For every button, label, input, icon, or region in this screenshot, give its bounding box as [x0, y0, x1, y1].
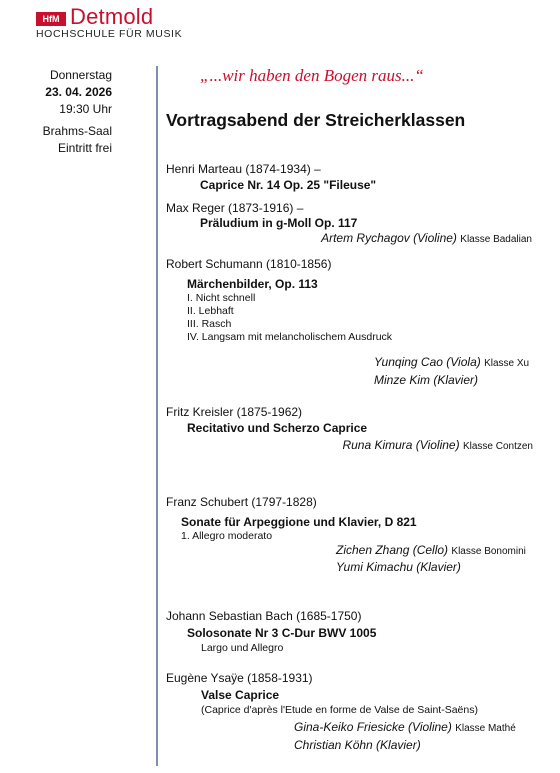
performer-name: Runa Kimura (Violine): [342, 438, 460, 452]
composer: Robert Schumann (1810-1856): [166, 257, 332, 271]
pianist: Yumi Kimachu (Klavier): [336, 560, 461, 574]
page-title: Vortragsabend der Streicherklassen: [166, 110, 466, 130]
logo-subtitle: HOCHSCHULE FÜR MUSIK: [36, 28, 183, 40]
performer: [294, 720, 516, 734]
movement: I. Nicht schnell: [187, 292, 256, 304]
teacher-class: Klasse Mathé: [455, 723, 516, 734]
logo-badge: HfM: [36, 12, 66, 26]
composer: Fritz Kreisler (1875-1962): [166, 405, 303, 419]
work-title: Märchenbilder, Op. 113: [187, 277, 318, 291]
event-weekday: Donnerstag: [49, 68, 112, 82]
movement: 1. Allegro moderato: [181, 530, 273, 542]
logo-name: Detmold: [70, 4, 154, 29]
movement: III. Rasch: [187, 318, 232, 330]
event-time: 19:30 Uhr: [59, 102, 112, 116]
work-title: Recitativo und Scherzo Caprice: [187, 421, 368, 435]
movement: II. Lebhaft: [187, 305, 234, 317]
work-title: Präludium in g-Moll Op. 117: [200, 216, 358, 230]
performer: [342, 438, 533, 452]
event-date: 23. 04. 2026: [45, 85, 112, 99]
event-venue: Brahms-Saal: [42, 124, 112, 138]
pianist: Minze Kim (Klavier): [374, 373, 479, 387]
movement: Largo und Allegro: [201, 642, 284, 654]
event-admission: Eintritt frei: [57, 141, 112, 155]
performer: [374, 355, 529, 369]
teacher-class: Klasse Badalian: [460, 234, 532, 245]
performer: [321, 231, 532, 245]
movement: IV. Langsam mit melancholischem Ausdruck: [187, 331, 393, 343]
teacher-class: Klasse Xu: [484, 358, 530, 369]
work-title: Sonate für Arpeggione und Klavier, D 821: [181, 515, 417, 529]
composer: Max Reger (1873-1916) –: [166, 201, 304, 215]
composer: Johann Sebastian Bach (1685-1750): [166, 609, 362, 623]
work-title: Solosonate Nr 3 C-Dur BWV 1005: [187, 626, 377, 640]
work-title: Valse Caprice: [201, 688, 280, 702]
performer: [336, 543, 526, 557]
performer-name: Zichen Zhang (Cello): [336, 543, 449, 557]
performer-name: Artem Rychagov (Violine): [321, 231, 457, 245]
teacher-class: Klasse Bonomini: [451, 546, 526, 557]
work-title: Caprice Nr. 14 Op. 25 "Fileuse": [200, 178, 377, 192]
motto: „...wir haben den Bogen raus...“: [200, 66, 424, 85]
movement: (Caprice d'après l'Etude en forme de Valse de Saint-Saëns): [201, 704, 478, 716]
pianist: Christian Köhn (Klavier): [294, 738, 421, 752]
divider-line: [156, 66, 158, 766]
performer-name: Yunqing Cao (Viola): [374, 355, 481, 369]
teacher-class: Klasse Contzen: [462, 441, 533, 452]
composer: Franz Schubert (1797-1828): [166, 495, 317, 509]
performer-name: Gina-Keiko Friesicke (Violine): [294, 720, 452, 734]
composer: Eugène Ysaÿe (1858-1931): [166, 671, 313, 685]
composer: Henri Marteau (1874-1934) –: [166, 162, 321, 176]
